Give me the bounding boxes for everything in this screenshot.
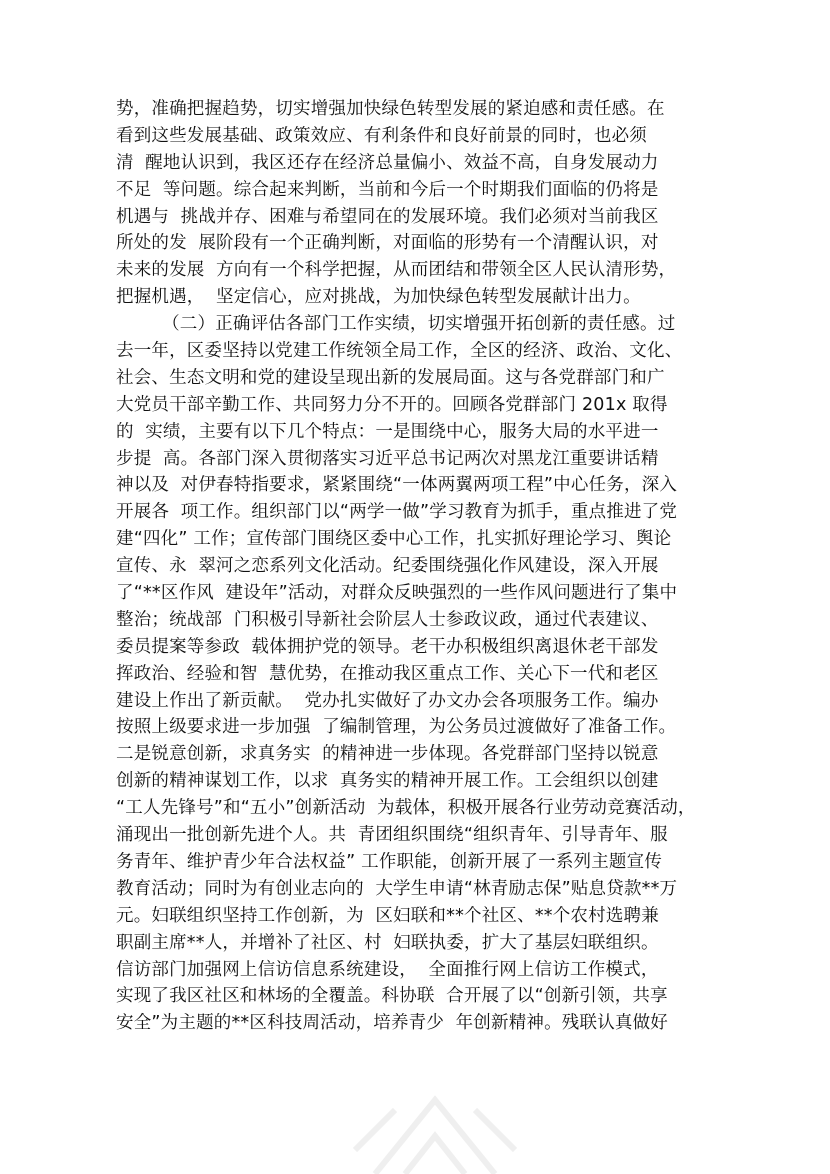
text-line: 社会、生态文明和党的建设呈现出新的发展局面。这与各党群部门和广 xyxy=(116,367,665,388)
text-line: 整治；统战部 门积极引导新社会阶层人士参政议政，通过代表建议、 xyxy=(116,609,659,630)
text-line: 宣传、永 翠河之恋系列文化活动。纪委围绕强化作风建设，深入开展 xyxy=(116,556,659,577)
text-line: 创新的精神谋划工作，以求 真务实的精神开展工作。工会组织以创建 xyxy=(116,771,659,792)
text-line: 教育活动；同时为有创业志向的 大学生申请“林青励志保”贴息贷款**万 xyxy=(116,878,678,899)
text-line: “工人先锋号”和“五小”创新活动 为载体，积极开展各行业劳动竞赛活动， xyxy=(116,798,696,819)
body-text xyxy=(116,96,736,1037)
text-line: 建设上作出了新贡献。 党办扎实做好了办文办会各项服务工作。编办 xyxy=(116,690,659,711)
text-line: 未来的发展 方向有一个科学把握，从而团结和带领全区人民认清形势， xyxy=(116,260,677,281)
text-line: 元。妇联组织坚持工作创新，为 区妇联和**个社区、**个农村选聘兼 xyxy=(116,905,659,926)
text-line: 信访部门加强网上信访信息系统建设， 全面推行网上信访工作模式， xyxy=(116,959,659,980)
text-line: 开展各 项工作。组织部门以“两学一做”学习教育为抓手，重点推进了党 xyxy=(116,502,678,523)
text-line: 职副主席**人，并增补了社区、村 妇联执委，扩大了基层妇联组织。 xyxy=(116,932,659,953)
text-line: 清 醒地认识到，我区还存在经济总量偏小、效益不高，自身发展动力 xyxy=(116,152,659,173)
text-line: 挥政治、经验和智 慧优势，在推动我区重点工作、关心下一代和老区 xyxy=(116,663,659,684)
text-line: 势，准确把握趋势，切实增强加快绿色转型发展的紧迫感和责任感。在 xyxy=(116,99,665,119)
text-line: 建“四化” 工作；宣传部门围绕区委中心工作，扎实抓好理论学习、舆论 xyxy=(116,529,672,550)
text-line: 把握机遇， 坚定信心，应对挑战，为加快绿色转型发展献计出力。 xyxy=(116,287,641,308)
text-line: 神以及 对伊春特指要求，紧紧围绕“一体两翼两项工程”中心任务，深入 xyxy=(116,475,678,496)
text-line: 务青年、维护青少年合法权益” 工作职能，创新开展了一系列主题宣传 xyxy=(116,851,663,872)
text-line: 步提 高。各部门深入贯彻落实习近平总书记两次对黑龙江重要讲话精 xyxy=(116,448,659,469)
text-line: 大党员干部辛勤工作、共同努力分不开的。回顾各党群部门 201x 取得 xyxy=(116,394,668,415)
text-line: 不足 等问题。综合起来判断，当前和今后一个时期我们面临的仍将是 xyxy=(116,179,659,200)
text-line: 实现了我区社区和林场的全覆盖。科协联 合开展了以“创新引领，共享 xyxy=(116,986,668,1007)
text-line: 所处的发 展阶段有一个正确判断，对面临的形势有一个清醒认识，对 xyxy=(116,233,659,254)
text-line: 按照上级要求进一步加强 了编制管理，为公务员过渡做好了准备工作。 xyxy=(116,717,677,738)
text-line: 了“**区作风 建设年”活动，对群众反映强烈的一些作风问题进行了集中 xyxy=(116,583,678,604)
text-line: 二是锐意创新，求真务实 的精神进一步体现。各党群部门坚持以锐意 xyxy=(116,744,659,765)
text-line: 委员提案等参政 载体拥护党的领导。老干办积极组织离退休老干部发 xyxy=(116,636,659,657)
text-line: 看到这些发展基础、政策效应、有利条件和良好前景的同时，也必须 xyxy=(116,125,647,146)
text-line: 机遇与 挑战并存、困难与希望同在的发展环境。我们必须对当前我区 xyxy=(116,206,659,227)
text-line: 涌现出一批创新先进个人。共 青团组织围绕“组织青年、引导青年、服 xyxy=(116,825,668,846)
text-line: 安全”为主题的**区科技周活动，培养青少 年创新精神。残联认真做好 xyxy=(116,1013,668,1034)
watermark-logo xyxy=(335,1040,535,1174)
text-line: 的 实绩，主要有以下几个特点：一是围绕中心，服务大局的水平进一 xyxy=(116,421,659,442)
text-line: （二）正确评估各部门工作实绩，切实增强开拓创新的责任感。过 xyxy=(116,314,676,335)
text-line: 去一年，区委坚持以党建工作统领全局工作，全区的经济、政治、文化、 xyxy=(116,341,683,362)
